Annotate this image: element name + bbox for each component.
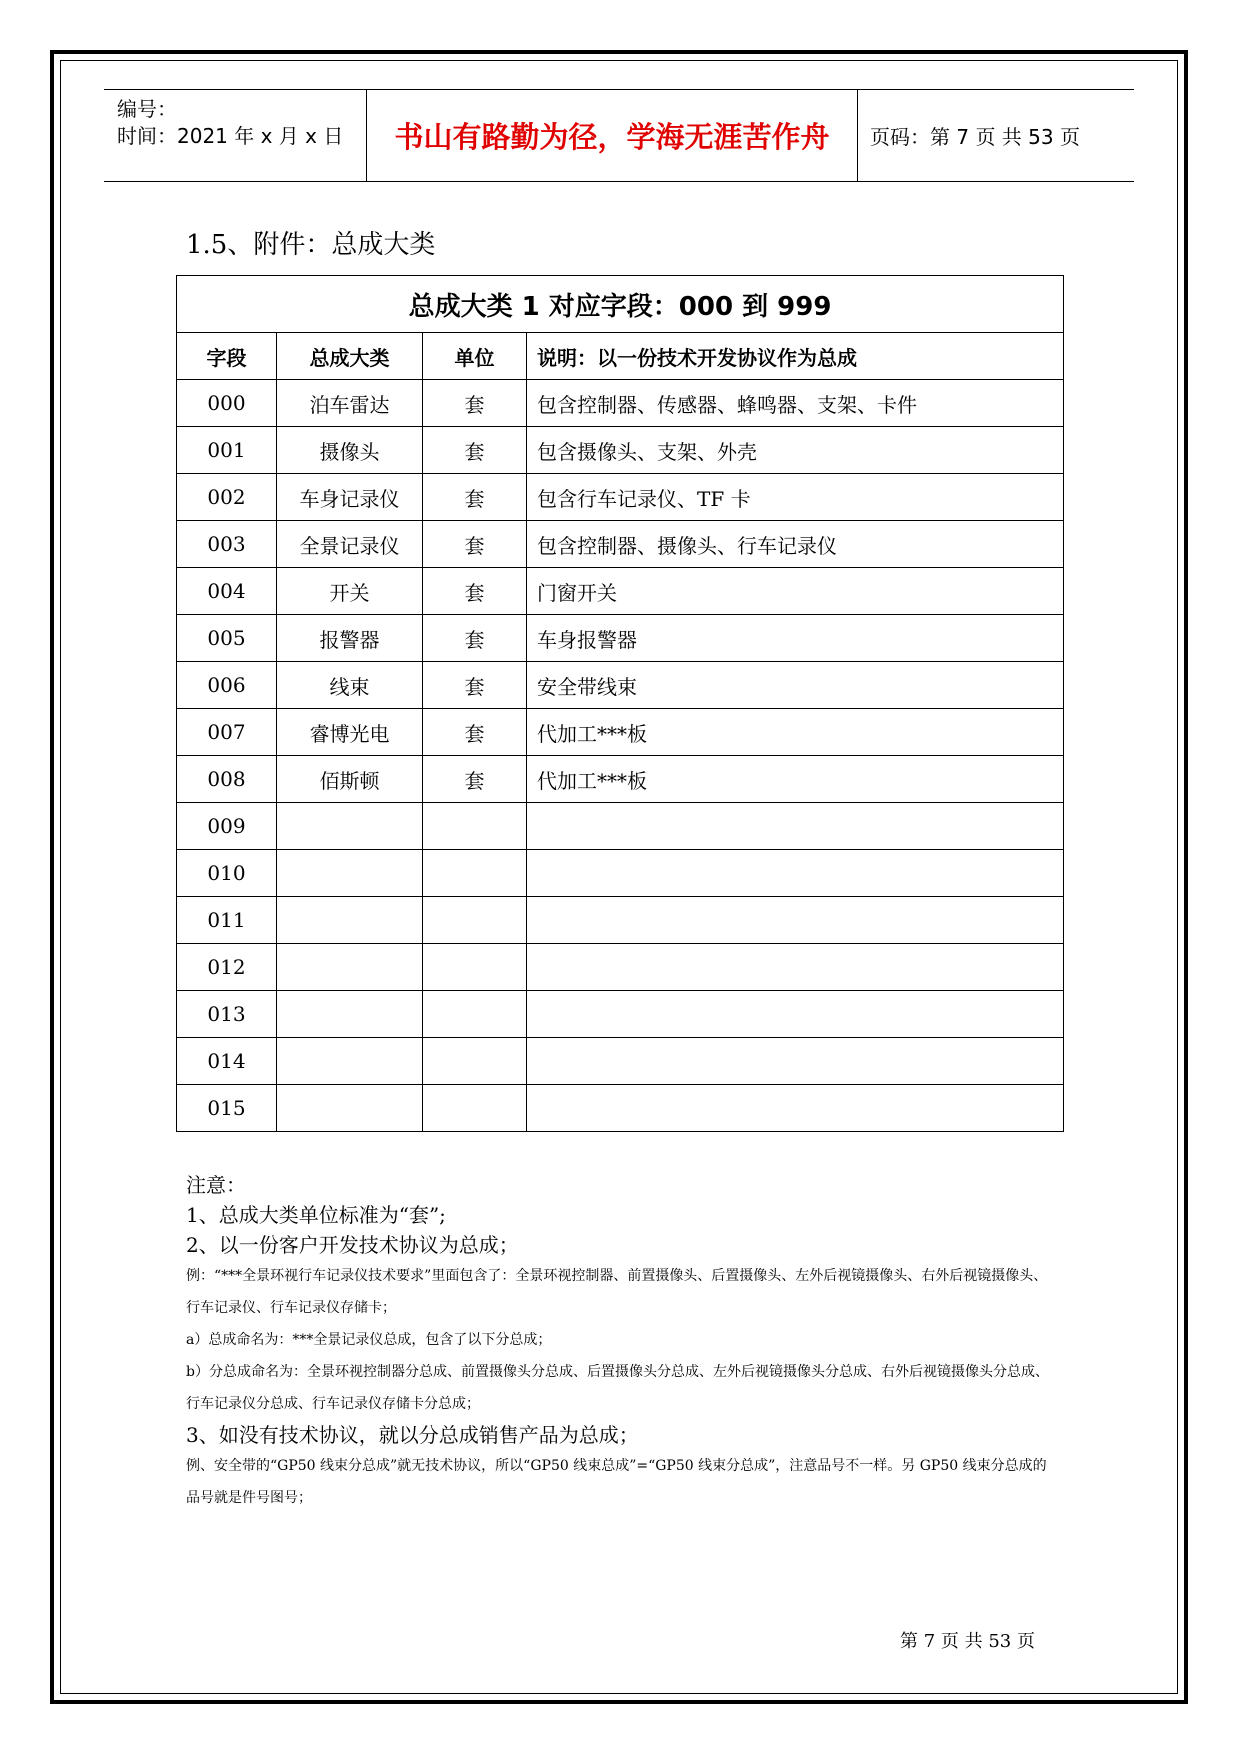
cell-description: 包含控制器、传感器、蜂鸣器、支架、卡件 (527, 380, 1064, 427)
cell-field: 011 (177, 897, 277, 944)
cell-description: 包含控制器、摄像头、行车记录仪 (527, 521, 1064, 568)
cell-category: 报警器 (277, 615, 423, 662)
header-time: 时间：2021 年 x 月 x 日 (117, 124, 344, 148)
cell-unit (423, 803, 527, 850)
cell-category: 车身记录仪 (277, 474, 423, 521)
cell-description: 包含行车记录仪、TF 卡 (527, 474, 1064, 521)
cell-category: 开关 (277, 568, 423, 615)
col-header-category: 总成大类 (277, 333, 423, 380)
table-row (177, 756, 1064, 803)
cell-unit: 套 (423, 380, 527, 427)
table-row (177, 474, 1064, 521)
cell-field: 014 (177, 1038, 277, 1085)
col-header-field: 字段 (177, 333, 277, 380)
note-example-2: 例、安全带的“GP50 线束分总成”就无技术协议，所以“GP50 线束总成”=“GP50 线束分总成”，注意品号不一样。另 GP50 线束分总成的品号就是件号图号； (186, 1458, 1047, 1506)
cell-unit: 套 (423, 756, 527, 803)
note-a: a）总成命名为：***全景记录仪总成，包含了以下分总成； (186, 1332, 552, 1348)
table-row (177, 850, 1064, 897)
cell-description: 车身报警器 (527, 615, 1064, 662)
header-number: 编号： (117, 97, 177, 121)
cell-field: 002 (177, 474, 277, 521)
table-row (177, 709, 1064, 756)
cell-description (527, 991, 1064, 1038)
cell-description: 安全带线束 (527, 662, 1064, 709)
header-motto: 书山有路勤为径，学海无涯苦作舟 (367, 90, 858, 181)
cell-field: 004 (177, 568, 277, 615)
cell-unit (423, 897, 527, 944)
cell-field: 015 (177, 1085, 277, 1132)
cell-unit (423, 944, 527, 991)
cell-unit: 套 (423, 615, 527, 662)
cell-unit (423, 1085, 527, 1132)
cell-category (277, 897, 423, 944)
note-2: 2、以一份客户开发技术协议为总成； (186, 1233, 519, 1257)
cell-category (277, 1038, 423, 1085)
table-row (177, 897, 1064, 944)
cell-description (527, 803, 1064, 850)
table-row (177, 568, 1064, 615)
page-header (104, 89, 1134, 182)
cell-category: 全景记录仪 (277, 521, 423, 568)
cell-category: 佰斯顿 (277, 756, 423, 803)
cell-field: 005 (177, 615, 277, 662)
cell-category: 线束 (277, 662, 423, 709)
cell-category (277, 850, 423, 897)
cell-description (527, 1085, 1064, 1132)
table-row (177, 991, 1064, 1038)
note-3: 3、如没有技术协议，就以分总成销售产品为总成； (186, 1423, 639, 1447)
cell-description (527, 850, 1064, 897)
cell-category: 睿博光电 (277, 709, 423, 756)
cell-category: 摄像头 (277, 427, 423, 474)
cell-field: 012 (177, 944, 277, 991)
table-row (177, 427, 1064, 474)
cell-category: 泊车雷达 (277, 380, 423, 427)
category-table (176, 275, 1064, 1132)
col-header-description: 说明：以一份技术开发协议作为总成 (527, 333, 1064, 380)
table-row (177, 380, 1064, 427)
cell-field: 001 (177, 427, 277, 474)
cell-unit (423, 991, 527, 1038)
page-footer: 第 7 页 共 53 页 (900, 1631, 1035, 1652)
note-example-1: 例：“***全景环视行车记录仪技术要求”里面包含了：全景环视控制器、前置摄像头、后置摄像头、左外后视镜摄像头、右外后视镜摄像头、行车记录仪、行车记录仪存储卡； (186, 1268, 1048, 1316)
cell-unit: 套 (423, 474, 527, 521)
table-row (177, 615, 1064, 662)
cell-field: 006 (177, 662, 277, 709)
cell-description (527, 944, 1064, 991)
header-left (104, 90, 367, 181)
cell-field: 000 (177, 380, 277, 427)
table-row (177, 521, 1064, 568)
cell-description: 包含摄像头、支架、外壳 (527, 427, 1064, 474)
cell-description (527, 897, 1064, 944)
cell-unit: 套 (423, 521, 527, 568)
cell-field: 003 (177, 521, 277, 568)
cell-field: 009 (177, 803, 277, 850)
notes-title: 注意： (186, 1173, 246, 1197)
cell-description (527, 1038, 1064, 1085)
table-body (177, 380, 1064, 1132)
cell-unit: 套 (423, 568, 527, 615)
cell-field: 008 (177, 756, 277, 803)
cell-category (277, 1085, 423, 1132)
cell-category (277, 944, 423, 991)
cell-unit (423, 850, 527, 897)
cell-category (277, 803, 423, 850)
table-caption: 总成大类 1 对应字段：000 到 999 (177, 276, 1064, 333)
note-b: b）分总成命名为：全景环视控制器分总成、前置摄像头分总成、后置摄像头分总成、左外后视镜摄像头分总成、右外后视镜摄像头分总成、行车记录仪分总成、行车记录仪存储卡分总成； (186, 1364, 1049, 1412)
table-row (177, 803, 1064, 850)
cell-description: 代加工***板 (527, 709, 1064, 756)
cell-description: 代加工***板 (527, 756, 1064, 803)
cell-field: 010 (177, 850, 277, 897)
note-1: 1、总成大类单位标准为“套”; (186, 1203, 446, 1227)
table-row (177, 944, 1064, 991)
notes-section (186, 1170, 1056, 1514)
table-row (177, 662, 1064, 709)
cell-category (277, 991, 423, 1038)
cell-field: 013 (177, 991, 277, 1038)
cell-field: 007 (177, 709, 277, 756)
cell-description: 门窗开关 (527, 568, 1064, 615)
table-row (177, 1085, 1064, 1132)
cell-unit: 套 (423, 427, 527, 474)
table-row (177, 1038, 1064, 1085)
col-header-unit: 单位 (423, 333, 527, 380)
cell-unit: 套 (423, 662, 527, 709)
cell-unit: 套 (423, 709, 527, 756)
header-page-number: 页码：第 7 页 共 53 页 (870, 125, 1080, 149)
cell-unit (423, 1038, 527, 1085)
section-title: 1.5、附件：总成大类 (186, 230, 436, 260)
